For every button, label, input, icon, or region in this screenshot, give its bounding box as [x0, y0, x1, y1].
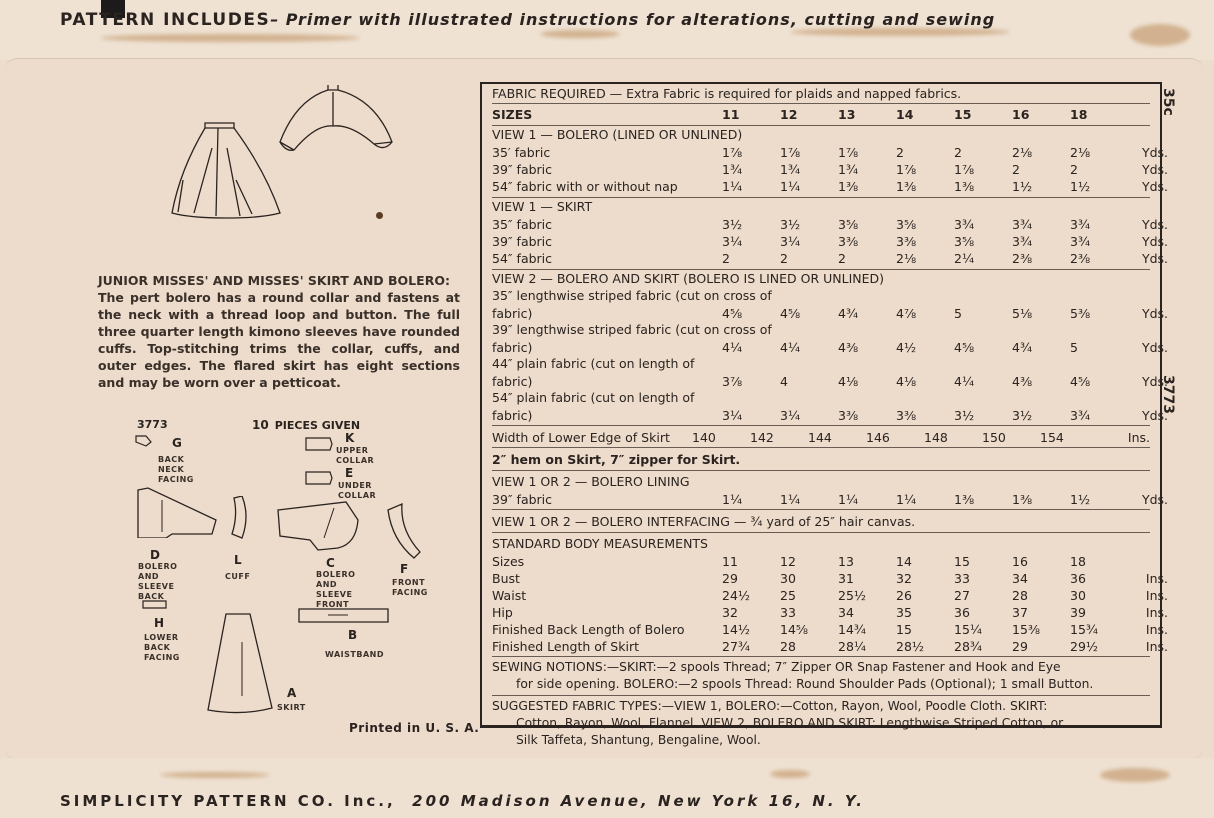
row-label-line1: 39″ lengthwise striped fabric (cut on cross of: [492, 322, 772, 337]
cell: 1⅜: [838, 179, 859, 194]
cell: 3¼: [780, 408, 801, 423]
piece-h-shape: [142, 600, 168, 610]
sewing-notions-section: [492, 657, 1150, 696]
piece-label-b: WAISTBAND: [325, 650, 384, 659]
cell: 3½: [954, 408, 975, 423]
cell: 28¾: [954, 639, 983, 654]
piece-label-g: BACK NECK FACING: [158, 455, 194, 484]
cell: 1¾: [838, 162, 859, 177]
view1-skirt-title: VIEW 1 — SKIRT: [492, 199, 593, 214]
skirt-illustration: [170, 120, 282, 220]
piece-label-k: UPPER COLLAR: [336, 446, 375, 465]
row-label: Finished Length of Skirt: [492, 639, 639, 654]
cell: 36: [954, 605, 970, 620]
row-label: fabric): [492, 340, 533, 355]
pieces-pattern-number: 3773: [137, 418, 168, 431]
cell: 33: [954, 571, 970, 586]
stain: [540, 30, 620, 38]
cell: 3¾: [954, 217, 975, 232]
cell: 5: [954, 306, 962, 321]
cell: 3¾: [1070, 234, 1091, 249]
lining-section: [492, 471, 1168, 510]
cell: 28: [780, 639, 796, 654]
row-label: fabric): [492, 408, 533, 423]
cell: 3¼: [780, 234, 801, 249]
cell: 4⅛: [896, 374, 917, 389]
sewing-notions-line: for side opening. BOLERO:—2 spools Thread: Round Shoulder Pads (Optional); 1 small Button.: [516, 677, 1094, 691]
cell: 3⅜: [896, 408, 917, 423]
unit: Ins.: [1145, 622, 1168, 637]
cell: 15¾: [1070, 622, 1099, 637]
cell: 2¼: [954, 251, 975, 266]
cell: 5⅜: [1070, 306, 1091, 321]
cell: 4¾: [1012, 340, 1033, 355]
suggested-fabrics-line: Cotton, Rayon, Wool, Flannel. VIEW 2, BOLERO AND SKIRT: Lengthwise Striped Cotton, or: [516, 716, 1064, 730]
size-col: 16: [1012, 107, 1030, 122]
piece-label-d: BOLERO AND SLEEVE BACK: [138, 562, 178, 601]
row-label: Width of Lower Edge of Skirt: [492, 430, 670, 445]
cell: 4: [780, 374, 788, 389]
piece-c-shape: [276, 500, 360, 552]
cell: 13: [838, 554, 854, 569]
table-row: [492, 177, 1168, 194]
view1-bolero-title: VIEW 1 — BOLERO (LINED OR UNLINED): [492, 127, 743, 142]
cell: 2⅛: [1070, 145, 1091, 160]
cell: 12: [780, 554, 796, 569]
cell: 4¼: [780, 340, 801, 355]
stain: [1100, 768, 1170, 782]
unit: Yds.: [1141, 408, 1168, 423]
cell: 30: [780, 571, 796, 586]
cell: 3½: [722, 217, 743, 232]
table-row: [492, 569, 1168, 586]
cell: 140: [692, 430, 716, 445]
description-title: JUNIOR MISSES' AND MISSES' SKIRT AND BOLERO:: [98, 273, 450, 288]
piece-l-shape: [228, 496, 250, 540]
cell: 1⅞: [838, 145, 859, 160]
cell: 34: [838, 605, 854, 620]
table-row: [492, 603, 1168, 620]
row-label: fabric): [492, 374, 533, 389]
table-row: [492, 338, 1168, 355]
view2-title: VIEW 2 — BOLERO AND SKIRT (BOLERO IS LINED OR UNLINED): [492, 271, 885, 286]
cell: 30: [1070, 588, 1086, 603]
cell: 1⅞: [780, 145, 801, 160]
size-col: 11: [722, 107, 740, 122]
cell: 24½: [722, 588, 751, 603]
cell: 28: [1012, 588, 1028, 603]
cell: 27: [954, 588, 970, 603]
piece-e-shape: [304, 470, 334, 486]
header-rest: – Primer with illustrated instructions for alterations, cutting and sewing: [270, 10, 996, 29]
piece-letter-b: B: [348, 628, 358, 642]
table-row: [492, 304, 1168, 321]
table-row: [492, 490, 1168, 507]
unit: Yds.: [1141, 306, 1168, 321]
cell: 4⅜: [1012, 374, 1033, 389]
lining-title: VIEW 1 OR 2 — BOLERO LINING: [492, 474, 690, 489]
cell: 1¾: [780, 162, 801, 177]
bolero-illustration: [276, 82, 398, 154]
cell: 3⅝: [838, 217, 859, 232]
cell: 2: [896, 145, 904, 160]
piece-label-e: UNDER COLLAR: [338, 481, 377, 500]
ink-spot: [376, 212, 383, 219]
cell: 39: [1070, 605, 1086, 620]
cell: 1¼: [896, 492, 917, 507]
cell: 3¾: [1012, 217, 1033, 232]
size-col: 14: [896, 107, 914, 122]
unit: Yds.: [1141, 340, 1168, 355]
piece-label-f: FRONT FACING: [392, 578, 428, 597]
unit: Yds.: [1141, 162, 1168, 177]
hem-note-section: [492, 448, 1150, 471]
piece-g-shape: [134, 434, 154, 448]
envelope-flap-top: [0, 0, 1214, 60]
width-section: [492, 426, 1150, 448]
cell: 35: [896, 605, 912, 620]
cell: 154: [1040, 430, 1064, 445]
unit: Yds.: [1141, 251, 1168, 266]
cell: 1⅜: [954, 492, 975, 507]
cell: 3⅞: [722, 374, 743, 389]
cell: 1½: [1012, 179, 1033, 194]
header-bold: PATTERN INCLUDES: [60, 10, 271, 30]
cell: 27¾: [722, 639, 751, 654]
cell: 2: [1070, 162, 1078, 177]
cell: 5⅛: [1012, 306, 1033, 321]
interfacing-note: VIEW 1 OR 2 — BOLERO INTERFACING — ¾ yard of 25″ hair canvas.: [492, 514, 916, 529]
cell: 4⅝: [954, 340, 975, 355]
cell: 3⅜: [896, 234, 917, 249]
pieces-count-label: PIECES GIVEN: [274, 419, 361, 432]
row-label: 39″ fabric: [492, 234, 553, 249]
unit: Yds.: [1141, 179, 1168, 194]
piece-f-shape: [386, 500, 422, 560]
unit: Ins.: [1145, 571, 1168, 586]
cell: 14¾: [838, 622, 867, 637]
table-title: FABRIC REQUIRED — Extra Fabric is required for plaids and napped fabrics.: [492, 86, 962, 101]
piece-a-shape: [206, 612, 274, 716]
cell: 4⅝: [780, 306, 801, 321]
cell: 4⅝: [1070, 374, 1091, 389]
row-label: Finished Back Length of Bolero: [492, 622, 685, 637]
unit: Ins.: [1127, 430, 1150, 445]
cell: 3¼: [722, 234, 743, 249]
pattern-description: [98, 272, 460, 391]
piece-letter-h: H: [154, 616, 165, 630]
stain: [160, 772, 270, 778]
piece-label-l: CUFF: [225, 572, 251, 581]
width-row: [492, 428, 1150, 445]
cell: 32: [896, 571, 912, 586]
cell: 1½: [1070, 179, 1091, 194]
cell: 2⅜: [1070, 251, 1091, 266]
unit: Yds.: [1141, 234, 1168, 249]
cell: 32: [722, 605, 738, 620]
cell: 3⅜: [838, 408, 859, 423]
body-measurements-section: [492, 533, 1168, 657]
unit: Ins.: [1145, 605, 1168, 620]
cell: 4¼: [954, 374, 975, 389]
cell: 2: [1012, 162, 1020, 177]
row-label: 54″ fabric with or without nap: [492, 179, 678, 194]
size-col: 12: [780, 107, 798, 122]
cell: 14⅝: [780, 622, 809, 637]
unit: Ins.: [1145, 588, 1168, 603]
cell: 31: [838, 571, 854, 586]
cell: 142: [750, 430, 774, 445]
publisher-name: SIMPLICITY PATTERN CO. Inc.,: [60, 792, 396, 810]
table-row: [492, 215, 1168, 232]
cell: 3¾: [1012, 234, 1033, 249]
cell: 150: [982, 430, 1006, 445]
cell: 29: [722, 571, 738, 586]
cell: 1⅞: [722, 145, 743, 160]
cell: 3¾: [1070, 217, 1091, 232]
cell: 34: [1012, 571, 1028, 586]
suggested-fabrics-line: Silk Taffeta, Shantung, Bengaline, Wool.: [516, 733, 761, 747]
size-col: 15: [954, 107, 972, 122]
cell: 146: [866, 430, 890, 445]
body-measurements-title: STANDARD BODY MEASUREMENTS: [492, 536, 708, 551]
table-row: [492, 143, 1168, 160]
row-label-line1: 54″ plain fabric (cut on length of: [492, 390, 695, 405]
cell: 144: [808, 430, 832, 445]
piece-label-c: BOLERO AND SLEEVE FRONT: [316, 570, 356, 609]
row-label-line1: 44″ plain fabric (cut on length of: [492, 356, 695, 371]
cell: 4¾: [838, 306, 859, 321]
piece-letter-c: C: [326, 556, 335, 570]
table-row: [492, 406, 1168, 423]
cell: 1⅞: [896, 162, 917, 177]
piece-letter-l: L: [234, 553, 242, 567]
hem-note: 2″ hem on Skirt, 7″ zipper for Skirt.: [492, 452, 741, 467]
cell: 26: [896, 588, 912, 603]
cell: 15: [896, 622, 912, 637]
cell: 1½: [1070, 492, 1091, 507]
cell: 3¼: [722, 408, 743, 423]
cell: 15: [954, 554, 970, 569]
table-row: [492, 372, 1168, 389]
sewing-notions-line: SEWING NOTIONS:—SKIRT:—2 spools Thread; 7″ Zipper OR Snap Fastener and Hook and Eye: [492, 660, 1061, 674]
row-label-line1: 35″ lengthwise striped fabric (cut on cross of: [492, 288, 772, 303]
cell: 2: [838, 251, 846, 266]
cell: 2⅛: [896, 251, 917, 266]
cell: 4½: [896, 340, 917, 355]
cell: 1¾: [722, 162, 743, 177]
cell: 1¼: [838, 492, 859, 507]
cell: 29½: [1070, 639, 1099, 654]
row-label: 54″ fabric: [492, 251, 553, 266]
cell: 2: [954, 145, 962, 160]
table-row: [492, 160, 1168, 177]
cell: 16: [1012, 554, 1028, 569]
table-row: [492, 586, 1168, 603]
table-row: [492, 620, 1168, 637]
cell: 4⅞: [896, 306, 917, 321]
row-label: Bust: [492, 571, 520, 586]
publisher-footer: [60, 792, 865, 810]
cell: 4¼: [722, 340, 743, 355]
row-label: 35′ fabric: [492, 145, 551, 160]
cell: 3¾: [1070, 408, 1091, 423]
sizes-header-row: [492, 104, 1150, 125]
table-title-section: [492, 84, 1150, 104]
cell: 1¼: [722, 492, 743, 507]
piece-k-shape: [304, 436, 334, 452]
view1-skirt-section: [492, 198, 1168, 270]
row-label: Waist: [492, 588, 527, 603]
size-col: 18: [1070, 107, 1088, 122]
stain: [770, 770, 810, 778]
cell: 148: [924, 430, 948, 445]
sizes-header-section: [492, 104, 1150, 126]
cell: 1⅜: [954, 179, 975, 194]
table-row: [492, 232, 1168, 249]
cell: 28¼: [838, 639, 867, 654]
description-body: The pert bolero has a round collar and fastens at the neck with a thread loop and button. The full three quarter length kimono sleeves have rounded cuffs. Top-stitching trims the collar, cuffs, and outer edges. The flared skirt has eight sections and may be worn over a petticoat.: [98, 290, 460, 390]
unit: Yds.: [1141, 145, 1168, 160]
cell: 3½: [780, 217, 801, 232]
cell: 3⅜: [838, 234, 859, 249]
printed-in-usa: Printed in U. S. A.: [349, 721, 480, 735]
piece-letter-k: K: [345, 431, 355, 445]
cell: 33: [780, 605, 796, 620]
cell: 4⅜: [838, 340, 859, 355]
unit: Yds.: [1141, 492, 1168, 507]
cell: 5: [1070, 340, 1078, 355]
row-label: 39″ fabric: [492, 492, 553, 507]
cell: 2⅛: [1012, 145, 1033, 160]
cell: 14½: [722, 622, 751, 637]
row-label: Hip: [492, 605, 513, 620]
cell: 29: [1012, 639, 1028, 654]
piece-letter-g: G: [172, 436, 182, 450]
cell: 14: [896, 554, 912, 569]
suggested-fabrics-section: [492, 696, 1150, 751]
cell: 1⅜: [1012, 492, 1033, 507]
cell: 4⅛: [838, 374, 859, 389]
piece-d-shape: [136, 486, 218, 538]
side-pattern-number: 3773: [1160, 375, 1176, 414]
view1-bolero-section: [492, 126, 1168, 198]
size-col: 13: [838, 107, 856, 122]
cell: 18: [1070, 554, 1086, 569]
piece-label-a: SKIRT: [277, 703, 306, 712]
row-label: 39″ fabric: [492, 162, 553, 177]
publisher-address: 200 Madison Avenue, New York 16, N. Y.: [412, 792, 865, 810]
stain: [100, 34, 360, 42]
cell: 11: [722, 554, 738, 569]
table-row: [492, 552, 1150, 569]
cell: 15¼: [954, 622, 983, 637]
unit: Yds.: [1141, 217, 1168, 232]
cell: 4⅝: [722, 306, 743, 321]
pieces-given-label: [252, 418, 360, 432]
cell: 1¼: [780, 179, 801, 194]
cell: 3⅝: [896, 217, 917, 232]
table-row: [492, 637, 1168, 654]
cell: 3½: [1012, 408, 1033, 423]
cell: 36: [1070, 571, 1086, 586]
cell: 1⅜: [896, 179, 917, 194]
piece-letter-f: F: [400, 562, 409, 576]
cell: 1¼: [780, 492, 801, 507]
suggested-fabrics-line: SUGGESTED FABRIC TYPES:—VIEW 1, BOLERO:—Cotton, Rayon, Wool, Poodle Cloth. SKIRT:: [492, 699, 1048, 713]
cell: 25½: [838, 588, 867, 603]
piece-letter-d: D: [150, 548, 160, 562]
piece-b-shape: [298, 608, 390, 624]
cell: 15⅜: [1012, 622, 1041, 637]
pieces-count: 10: [252, 418, 269, 432]
cell: 1¼: [722, 179, 743, 194]
cell: 2: [780, 251, 788, 266]
cell: 2: [722, 251, 730, 266]
pattern-includes-header: [60, 10, 995, 30]
piece-label-h: LOWER BACK FACING: [144, 633, 180, 662]
stain: [1130, 24, 1190, 46]
row-label: fabric): [492, 306, 533, 321]
unit: Yds.: [1141, 374, 1168, 389]
cell: 1⅞: [954, 162, 975, 177]
cell: 25: [780, 588, 796, 603]
cell: 28½: [896, 639, 925, 654]
piece-letter-a: A: [287, 686, 297, 700]
sizes-label: SIZES: [492, 107, 533, 122]
interfacing-section: [492, 510, 1150, 533]
unit: Ins.: [1145, 639, 1168, 654]
cell: 2⅜: [1012, 251, 1033, 266]
row-label: 35″ fabric: [492, 217, 553, 232]
cell: 37: [1012, 605, 1028, 620]
piece-letter-e: E: [345, 466, 354, 480]
cell: 3⅝: [954, 234, 975, 249]
table-row: [492, 249, 1168, 266]
row-label: Sizes: [492, 554, 525, 569]
price-label: 35c: [1160, 88, 1176, 116]
